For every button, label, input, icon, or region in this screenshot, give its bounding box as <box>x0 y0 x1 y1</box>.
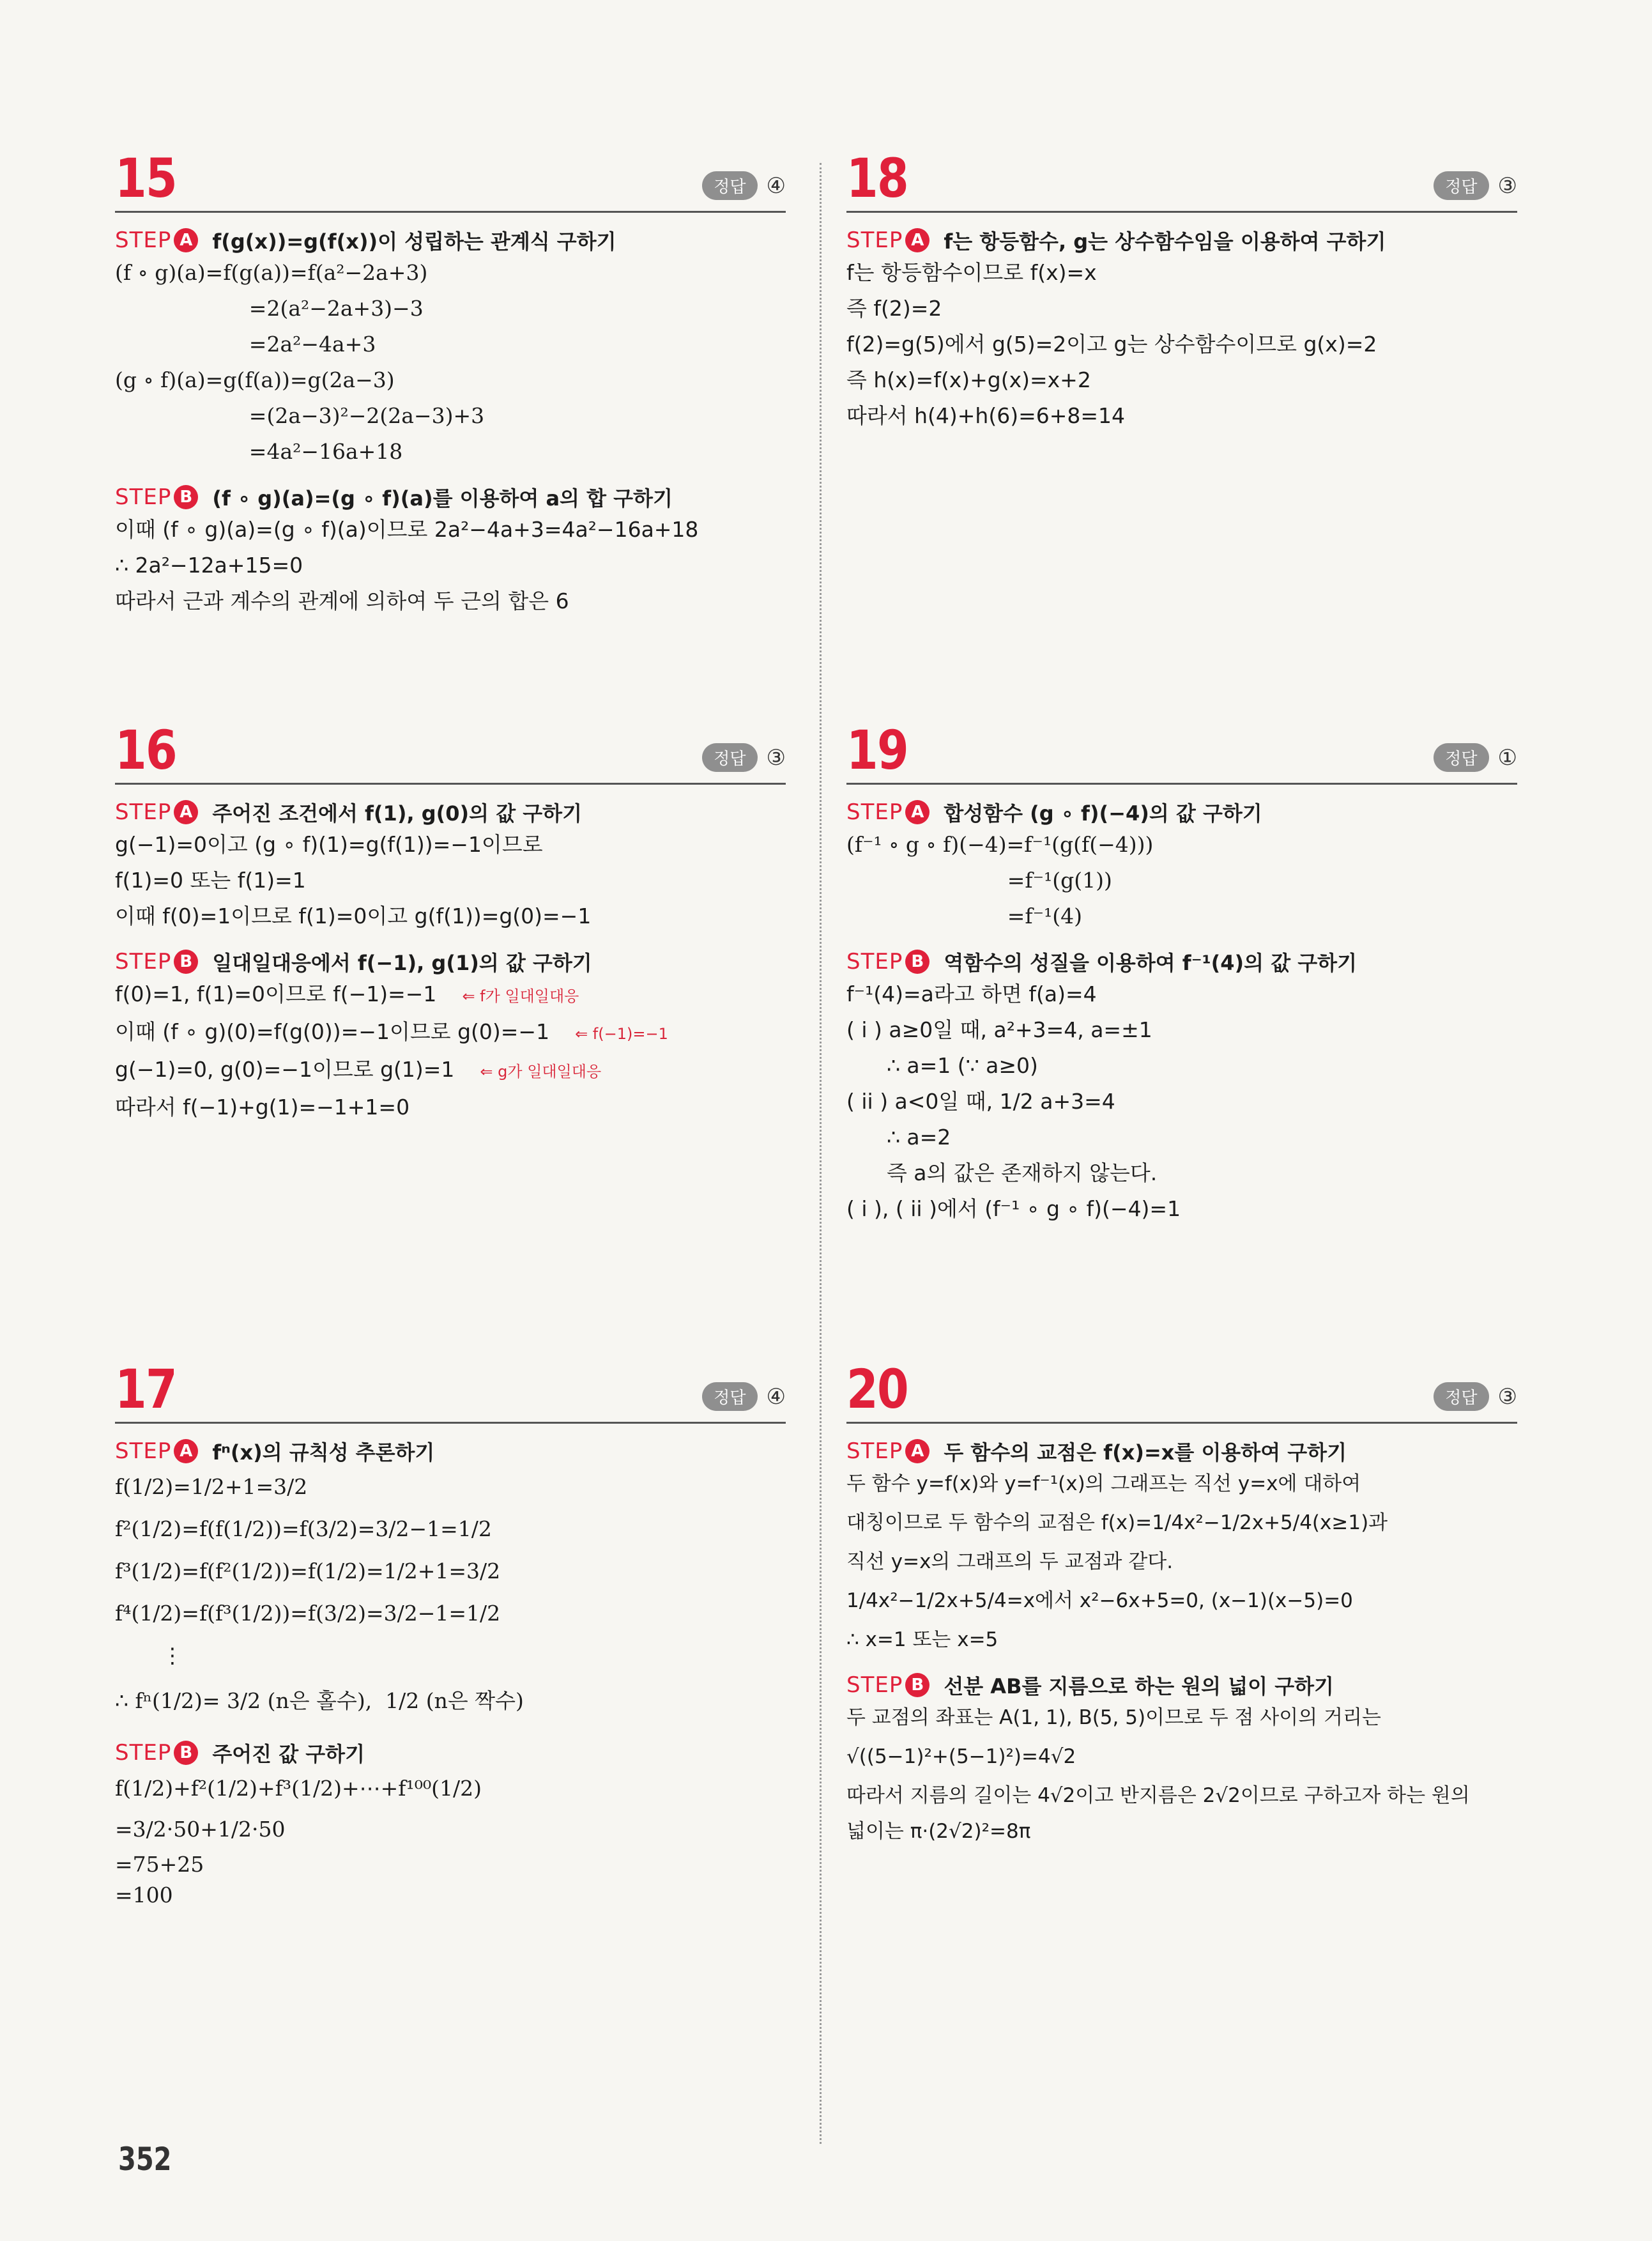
line-text: 이때 (f ∘ g)(0)=f(g(0))=−1이므로 g(0)=−1 <box>115 1019 550 1044</box>
problem-header <box>115 147 786 213</box>
step-b-heading <box>115 482 786 512</box>
step-label: STEP <box>846 1438 903 1464</box>
problem-number: 17 <box>115 1358 176 1421</box>
solution-line <box>115 1014 786 1052</box>
solution-line: =4a²−16a+18 <box>115 439 403 464</box>
solution-line: =100 <box>115 1883 173 1907</box>
step-title: f는 항등함수, g는 상수함수임을 이용하여 구하기 <box>944 229 1386 254</box>
step-letter: B <box>905 1673 929 1697</box>
line-text: g(−1)=0, g(0)=−1이므로 g(1)=1 <box>115 1057 455 1082</box>
solution-line: ∴ a=2 <box>846 1125 951 1150</box>
solution-line: ( i ), ( ii )에서 (f⁻¹ ∘ g ∘ f)(−4)=1 <box>846 1196 1181 1221</box>
step-label: STEP <box>115 484 172 510</box>
problem-number: 20 <box>846 1358 908 1421</box>
step-label: STEP <box>846 799 903 825</box>
solution-line: 이때 f(0)=1이므로 f(1)=0이고 g(f(1))=g(0)=−1 <box>115 904 592 928</box>
step-title: 주어진 값 구하기 <box>212 1742 365 1766</box>
solution-line: 직선 y=x의 그래프의 두 교점과 같다. <box>846 1550 1174 1573</box>
answer-box <box>702 743 786 772</box>
answer-box <box>702 1382 786 1411</box>
answer-value: ① <box>1497 744 1517 771</box>
problem-number: 18 <box>846 147 908 210</box>
step-title: (f ∘ g)(a)=(g ∘ f)(a)를 이용하여 a의 합 구하기 <box>212 486 673 511</box>
solution-line: 따라서 근과 계수의 관계에 의하여 두 근의 합은 6 <box>115 589 569 613</box>
solution-line: ( ii ) a<0일 때, 1/2 a+3=4 <box>846 1089 1115 1114</box>
solution-line: 넓이는 π·(2√2)²=8π <box>846 1820 1031 1843</box>
step-title: 선분 AB를 지름으로 하는 원의 넓이 구하기 <box>944 1674 1334 1698</box>
step-letter: A <box>174 800 198 824</box>
problem-header <box>846 147 1517 213</box>
answer-badge: 정답 <box>1434 743 1488 772</box>
margin-note: ⇐ g가 일대일대응 <box>480 1063 602 1081</box>
solution-line: =f⁻¹(4) <box>846 904 1083 928</box>
step-letter: A <box>905 1439 929 1463</box>
solution-line: (f⁻¹ ∘ g ∘ f)(−4)=f⁻¹(g(f(−4))) <box>846 832 1154 857</box>
answer-badge: 정답 <box>702 171 757 200</box>
solution-line: f³(1/2)=f(f²(1/2))=f(1/2)=1/2+1=3/2 <box>115 1559 501 1583</box>
step-letter: A <box>174 1439 198 1463</box>
solution-line: f는 항등함수이므로 f(x)=x <box>846 260 1097 285</box>
step-title: 일대일대응에서 f(−1), g(1)의 값 구하기 <box>212 951 592 975</box>
line-text: f(0)=1, f(1)=0이므로 f(−1)=−1 <box>115 982 437 1006</box>
step-label: STEP <box>115 1740 172 1766</box>
step-label: STEP <box>115 227 172 253</box>
solution-line: (f ∘ g)(a)=f(g(a))=f(a²−2a+3) <box>115 260 428 285</box>
step-a-heading <box>846 226 1517 255</box>
problem-header <box>846 1358 1517 1424</box>
step-label: STEP <box>846 227 903 253</box>
step-b-heading <box>846 1670 1517 1700</box>
answer-value: ③ <box>1497 1383 1517 1410</box>
step-a-heading <box>846 1436 1517 1466</box>
step-letter: B <box>174 485 198 509</box>
solution-line: 즉 a의 값은 존재하지 않는다. <box>846 1160 1158 1185</box>
column-divider <box>820 163 822 2144</box>
solution-line: f(1/2)=1/2+1=3/2 <box>115 1474 308 1499</box>
solution-line: f⁴(1/2)=f(f³(1/2))=f(3/2)=3/2−1=1/2 <box>115 1601 501 1626</box>
solution-line: f(1)=0 또는 f(1)=1 <box>115 868 306 893</box>
solution-line: f⁻¹(4)=a라고 하면 f(a)=4 <box>846 982 1097 1006</box>
solution-line: =(2a−3)²−2(2a−3)+3 <box>115 403 485 428</box>
margin-note: ⇐ f가 일대일대응 <box>462 987 579 1005</box>
solution-line <box>115 976 786 1014</box>
solution-line: ⋮ <box>115 1643 183 1668</box>
answer-box <box>1434 743 1517 772</box>
step-a-heading <box>115 226 786 255</box>
step-b-heading <box>115 1738 786 1767</box>
problem-15 <box>115 147 786 619</box>
step-label: STEP <box>115 1438 172 1464</box>
solution-line: 즉 f(2)=2 <box>846 296 942 321</box>
step-letter: A <box>174 228 198 252</box>
answer-value: ④ <box>766 173 786 199</box>
solution-line: =3/2·50+1/2·50 <box>115 1817 286 1842</box>
solution-line: g(−1)=0이고 (g ∘ f)(1)=g(f(1))=−1이므로 <box>115 832 543 857</box>
step-title: f(g(x))=g(f(x))이 성립하는 관계식 구하기 <box>212 229 616 254</box>
solution-line: f²(1/2)=f(f(1/2))=f(3/2)=3/2−1=1/2 <box>115 1516 492 1541</box>
step-label: STEP <box>846 949 903 974</box>
solution-line: 따라서 h(4)+h(6)=6+8=14 <box>846 403 1126 428</box>
answer-value: ③ <box>1497 173 1517 199</box>
problem-17 <box>115 1358 786 1911</box>
solution-line: (g ∘ f)(a)=g(f(a))=g(2a−3) <box>115 367 395 392</box>
answer-badge: 정답 <box>702 743 757 772</box>
step-letter: B <box>174 1741 198 1765</box>
step-letter: B <box>174 950 198 974</box>
solution-line: √((5−1)²+(5−1)²)=4√2 <box>846 1745 1076 1768</box>
solution-line: f(1/2)+f²(1/2)+f³(1/2)+⋯+f¹⁰⁰(1/2) <box>115 1776 482 1801</box>
step-title: 두 함수의 교점은 f(x)=x를 이용하여 구하기 <box>944 1440 1347 1465</box>
answer-value: ③ <box>766 744 786 771</box>
margin-note: ⇐ f(−1)=−1 <box>575 1025 668 1043</box>
step-title: 주어진 조건에서 f(1), g(0)의 값 구하기 <box>212 801 583 826</box>
problem-header <box>846 719 1517 785</box>
solution-line: 두 함수 y=f(x)와 y=f⁻¹(x)의 그래프는 직선 y=x에 대하여 <box>846 1472 1361 1495</box>
problem-20 <box>846 1358 1517 1849</box>
solution-line: ∴ x=1 또는 x=5 <box>846 1628 998 1651</box>
step-b-heading <box>115 947 786 976</box>
solution-line: ∴ a=1 (∵ a≥0) <box>846 1053 1038 1078</box>
problem-header <box>115 1358 786 1424</box>
solution-line: ∴ fⁿ(1/2)= 3/2 (n은 홀수), 1/2 (n은 짝수) <box>115 1688 524 1713</box>
solution-line: 따라서 f(−1)+g(1)=−1+1=0 <box>115 1095 410 1120</box>
answer-value: ④ <box>766 1383 786 1410</box>
step-a-heading <box>115 797 786 827</box>
page-number: 352 <box>118 2141 172 2178</box>
step-label: STEP <box>846 1672 903 1698</box>
step-letter: A <box>905 800 929 824</box>
step-a-heading <box>115 1436 786 1466</box>
step-title: 역함수의 성질을 이용하여 f⁻¹(4)의 값 구하기 <box>944 951 1357 975</box>
step-label: STEP <box>115 949 172 974</box>
solution-line: =75+25 <box>115 1852 204 1877</box>
solution-line: 1/4x²−1/2x+5/4=x에서 x²−6x+5=0, (x−1)(x−5)=0 <box>846 1589 1353 1612</box>
problem-18 <box>846 147 1517 434</box>
answer-badge: 정답 <box>1434 1382 1488 1411</box>
problem-19 <box>846 719 1517 1227</box>
answer-box <box>702 171 786 200</box>
answer-badge: 정답 <box>1434 171 1488 200</box>
problem-number: 16 <box>115 719 176 782</box>
answer-box <box>1434 1382 1517 1411</box>
problem-number: 15 <box>115 147 176 210</box>
problem-number: 19 <box>846 719 908 782</box>
solution-line: 이때 (f ∘ g)(a)=(g ∘ f)(a)이므로 2a²−4a+3=4a²−16a+18 <box>115 517 699 542</box>
solution-line: 두 교점의 좌표는 A(1, 1), B(5, 5)이므로 두 점 사이의 거리는 <box>846 1706 1381 1729</box>
solution-line: f(2)=g(5)에서 g(5)=2이고 g는 상수함수이므로 g(x)=2 <box>846 332 1377 357</box>
solution-line: 따라서 지름의 길이는 4√2이고 반지름은 2√2이므로 구하고자 하는 원의 <box>846 1784 1470 1807</box>
solution-line <box>115 1052 786 1090</box>
answer-box <box>1434 171 1517 200</box>
problem-16 <box>115 719 786 1125</box>
solution-line: 대칭이므로 두 함수의 교점은 f(x)=1/4x²−1/2x+5/4(x≥1)과 <box>846 1511 1388 1534</box>
step-letter: B <box>905 950 929 974</box>
problem-header <box>115 719 786 785</box>
solution-line: =2a²−4a+3 <box>115 332 376 357</box>
step-b-heading <box>846 947 1517 976</box>
solution-line: =2(a²−2a+3)−3 <box>115 296 424 321</box>
step-label: STEP <box>115 799 172 825</box>
step-a-heading <box>846 797 1517 827</box>
step-letter: A <box>905 228 929 252</box>
solution-line: ( i ) a≥0일 때, a²+3=4, a=±1 <box>846 1017 1152 1042</box>
solution-line: ∴ 2a²−12a+15=0 <box>115 553 303 578</box>
step-title: 합성함수 (g ∘ f)(−4)의 값 구하기 <box>944 801 1262 826</box>
solution-line: 즉 h(x)=f(x)+g(x)=x+2 <box>846 367 1091 392</box>
answer-badge: 정답 <box>702 1382 757 1411</box>
solution-line: =f⁻¹(g(1)) <box>846 868 1112 893</box>
step-title: fⁿ(x)의 규칙성 추론하기 <box>212 1440 435 1465</box>
